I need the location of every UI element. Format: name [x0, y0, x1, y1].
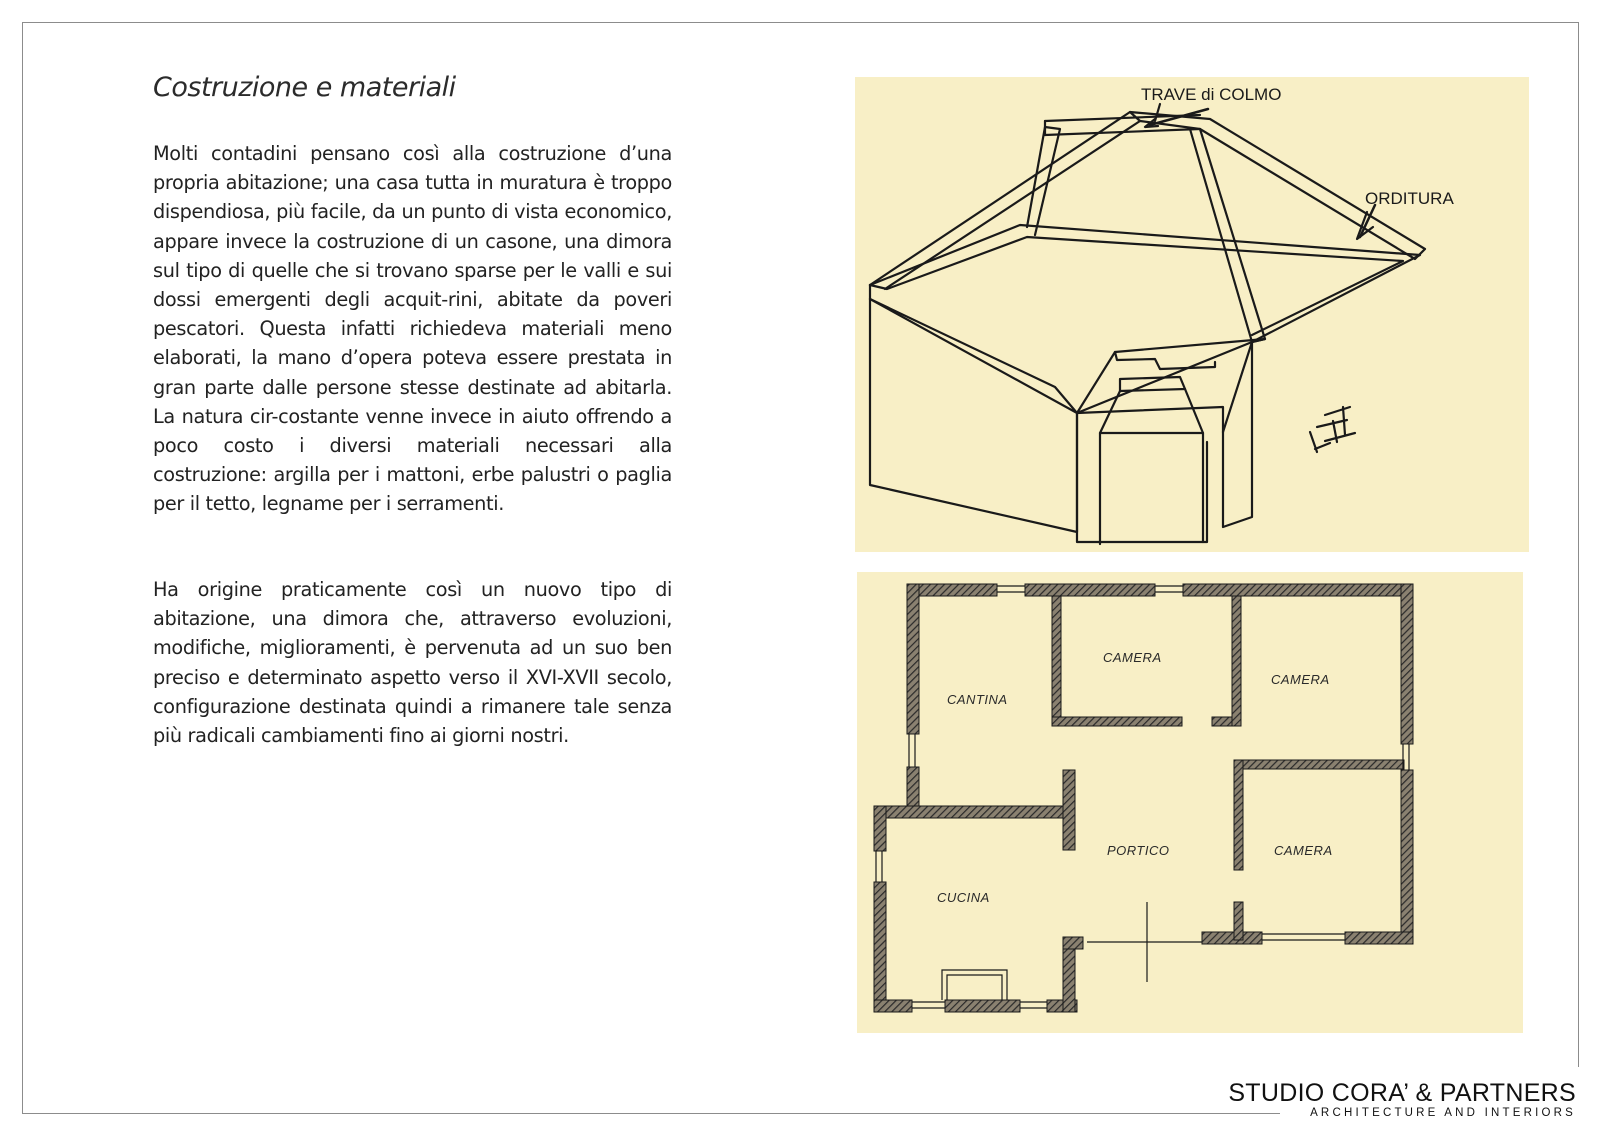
label-cucina: CUCINA: [937, 890, 990, 905]
label-roof-frame: ORDITURA: [1365, 189, 1454, 208]
label-camera-2: CAMERA: [1271, 672, 1330, 687]
roof-structure-drawing: [855, 77, 1529, 552]
label-portico: PORTICO: [1107, 843, 1170, 858]
floor-plan-drawing: [857, 572, 1523, 1033]
page-frame-bottom: [22, 1113, 1280, 1114]
page-frame-left: [22, 22, 23, 1113]
roof-structure-figure: [855, 77, 1529, 552]
brand-name: STUDIO CORA’ & PARTNERS: [1228, 1079, 1576, 1107]
brand-tagline: ARCHITECTURE AND INTERIORS: [1310, 1107, 1576, 1119]
page-frame-right: [1578, 22, 1579, 1067]
floor-plan-figure: [857, 572, 1523, 1033]
label-camera-1: CAMERA: [1103, 650, 1162, 665]
label-camera-3: CAMERA: [1274, 843, 1333, 858]
label-ridge-beam: TRAVE di COLMO: [1141, 85, 1282, 104]
page-frame-top: [22, 22, 1578, 23]
body-paragraph-2: Ha origine praticamente così un nuovo tipo di abitazione, una dimora che, attraverso evoluzioni, modifiche, miglioramenti, è pervenuta ad un suo ben preciso e determinato aspetto verso il XVI-XVII secolo, configurazione destinata quindi a rimanere tale senza più radicali cambiamenti fino ai giorni nostri.: [153, 578, 672, 748]
body-paragraph-1: Molti contadini pensano così alla costruzione d’una propria abitazione; una casa tutta in muratura è troppo dispendiosa, più facile, da un punto di vista economico, appare invece la costruzione di un casone, una dimora sul tipo di quelle che si trovano sparse per le valli e sui dossi emergenti degli acquit-rini, abitate da poveri pescatori. Questa infatti richiedeva materiali meno elaborati, la mano d’opera poteva essere prestata in gran parte dalle persone stesse destinate ad abitarla. La natura cir-costante venne invece in aiuto offrendo a poco costo i diversi materiali necessari alla costruzione: argilla per i mattoni, erbe palustri o paglia per il tetto, legname per i serramenti.: [153, 142, 672, 516]
label-cantina: CANTINA: [947, 692, 1008, 707]
studio-brand: [1228, 1080, 1576, 1120]
page-title: Costruzione e materiali: [153, 72, 456, 103]
